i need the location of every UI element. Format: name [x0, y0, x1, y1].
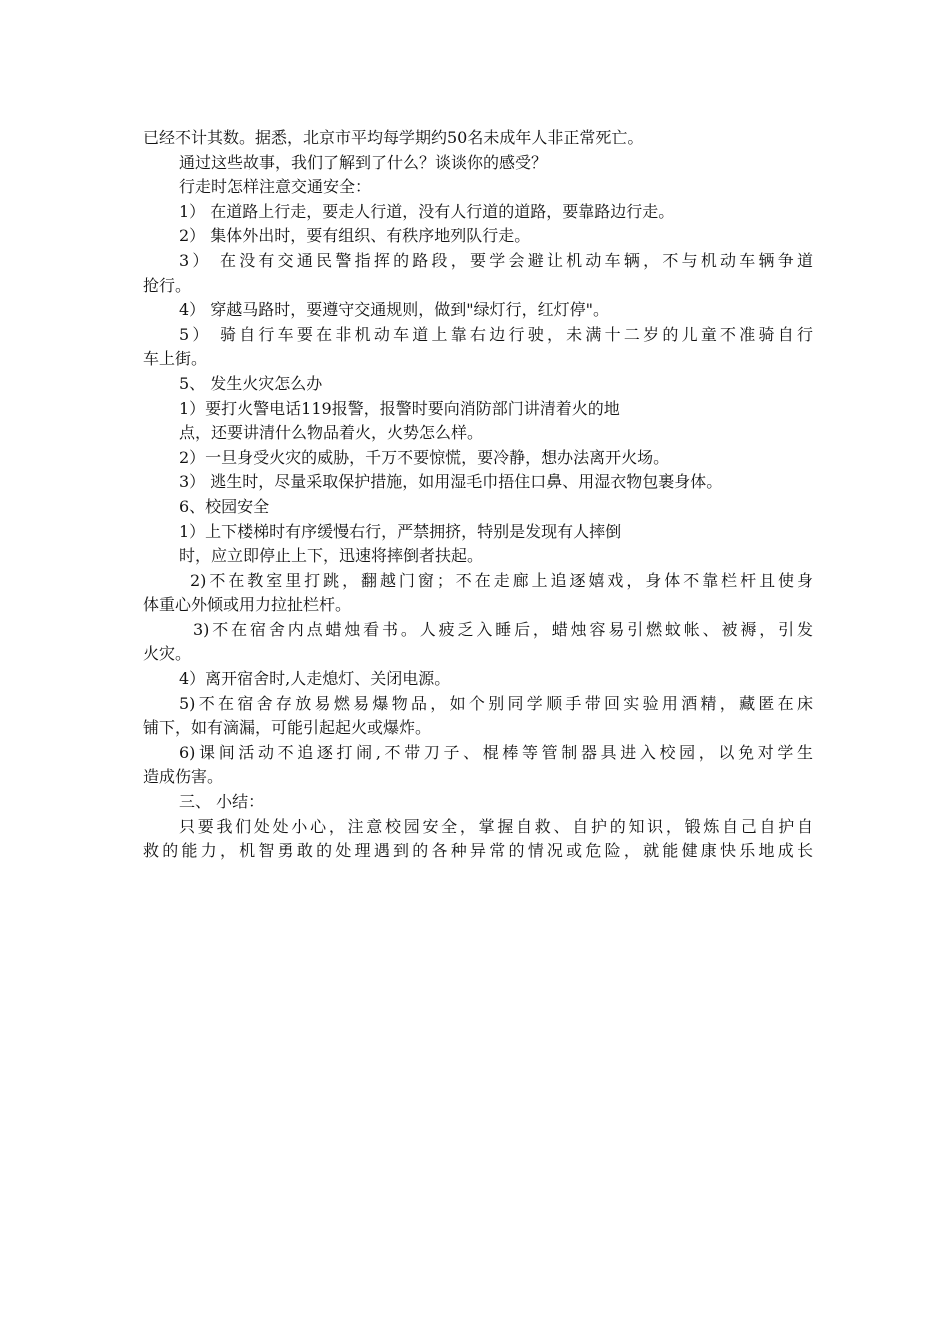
list-item: 5)不在宿舍存放易燃易爆物品，如个别同学顺手带回实验用酒精，藏匿在床: [179, 693, 813, 713]
section-heading: 三、 小结：: [179, 792, 265, 812]
list-item: 4） 穿越马路时，要遵守交通规则，做到"绿灯行，红灯停"。: [179, 300, 609, 320]
list-item: 5） 骑自行车要在非机动车道上靠右边行驶，未满十二岁的儿童不准骑自行: [179, 324, 813, 344]
document-body: [143, 126, 813, 864]
body-line: 只要我们处处小心，注意校园安全，掌握自救、自护的知识，锻炼自己自护自: [179, 816, 813, 836]
list-item: 3） 在没有交通民警指挥的路段，要学会避让机动车辆，不与机动车辆争道: [179, 250, 813, 270]
section-heading: 5、 发生火灾怎么办: [179, 373, 323, 393]
body-line: 造成伤害。: [143, 767, 224, 787]
list-item: 2） 集体外出时，要有组织、有秩序地列队行走。: [179, 226, 531, 246]
body-line: 救的能力，机智勇敢的处理遇到的各种异常的情况或危险，就能健康快乐地成长: [143, 841, 813, 861]
list-item: 6)课间活动不追逐打闹,不带刀子、棍棒等管制器具进入校园，以免对学生: [179, 742, 813, 762]
body-line: 体重心外倾或用力拉扯栏杆。: [143, 595, 352, 615]
body-line: 抢行。: [143, 275, 192, 295]
list-item: 1） 在道路上行走，要走人行道，没有人行道的道路，要靠路边行走。: [179, 201, 675, 221]
body-line: 火灾。: [143, 644, 192, 664]
body-line: 铺下，如有滴漏，可能引起起火或爆炸。: [143, 718, 432, 738]
list-item: 3） 逃生时，尽量采取保护措施，如用湿毛巾捂住口鼻、用湿衣物包裹身体。: [179, 472, 723, 492]
body-line: 行走时怎样注意交通安全：: [179, 177, 372, 197]
list-item: 4）离开宿舍时,人走熄灯、关闭电源。: [179, 669, 451, 689]
body-line: 车上街。: [143, 349, 208, 369]
body-line: 通过这些故事，我们了解到了什么？谈谈你的感受？: [179, 152, 548, 172]
body-line: 时，应立即停止上下，迅速将摔倒者扶起。: [179, 546, 484, 566]
list-item: 1）上下楼梯时有序缓慢右行，严禁拥挤，特别是发现有人摔倒: [179, 521, 622, 541]
body-line: 点，还要讲清什么物品着火，火势怎么样。: [179, 423, 484, 443]
list-item: 1）要打火警电话119报警，报警时要向消防部门讲清着火的地: [179, 398, 620, 418]
section-heading: 6、校园安全: [179, 496, 270, 516]
list-item: 2)不在教室里打跳，翻越门窗；不在走廊上追逐嬉戏，身体不靠栏杆且使身: [190, 570, 813, 590]
list-item: 3)不在宿舍内点蜡烛看书。人疲乏入睡后，蜡烛容易引燃蚊帐、被褥，引发: [193, 619, 813, 639]
body-line: 已经不计其数。据悉，北京市平均每学期约50名未成年人非正常死亡。: [143, 128, 644, 147]
list-item: 2）一旦身受火灾的威胁，千万不要惊慌，要冷静，想办法离开火场。: [179, 447, 670, 467]
